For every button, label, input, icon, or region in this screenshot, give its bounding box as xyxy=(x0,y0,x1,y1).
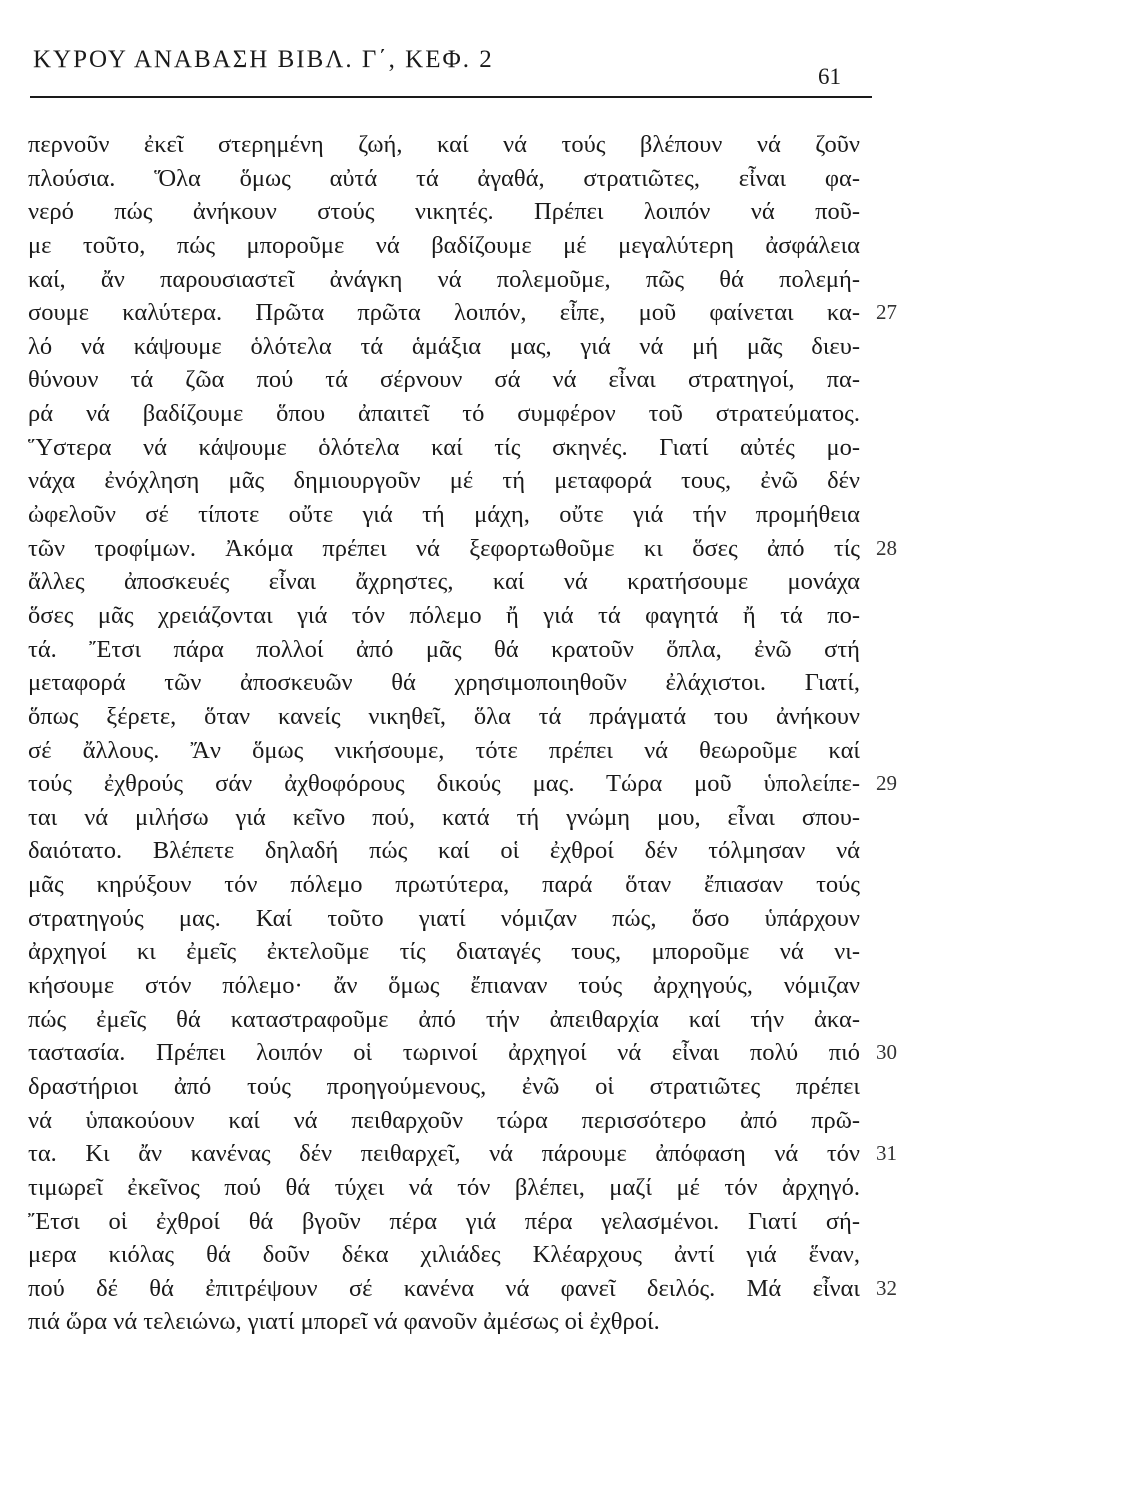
text-line xyxy=(20,734,880,768)
text-line-content: ται νά μιλήσω γιά κεῖνο πού, κατά τή γνώμη μου, εἶναι σπου- xyxy=(28,803,860,831)
text-line-content: λό νά κάψουμε ὁλότελα τά ἁμάξια μας, γιά νά μή μᾶς διευ- xyxy=(28,332,860,360)
text-line-content: τά. Ἔτσι πάρα πολλοί ἀπό μᾶς θά κρατοῦν ὅπλα, ἐνῶ στή xyxy=(28,635,860,663)
text-line-content: νερό πώς ἀνήκουν στούς νικητές. Πρέπει λοιπόν νά ποῦ- xyxy=(28,198,860,226)
text-line xyxy=(20,1070,880,1104)
text-line xyxy=(20,969,880,1003)
text-line-content: ταστασία. Πρέπει λοιπόν οἱ τωρινοί ἀρχηγοί νά εἶναι πολύ πιό xyxy=(28,1039,860,1067)
text-line xyxy=(20,464,880,498)
text-line xyxy=(20,195,880,229)
text-line-content: τα. Κι ἄν κανένας δέν πειθαρχεῖ, νά πάρουμε ἀπόφαση νά τόν xyxy=(28,1140,860,1168)
text-line xyxy=(20,431,880,465)
text-line xyxy=(20,1036,897,1070)
text-line-content: ρά νά βαδίζουμε ὅπου ἀπαιτεῖ τό συμφέρον τοῦ στρατεύματος. xyxy=(28,400,860,428)
text-line-content: με τοῦτο, πώς μποροῦμε νά βαδίζουμε μέ μεγαλύτερη ἀσφάλεια xyxy=(28,231,860,259)
text-line xyxy=(20,935,880,969)
text-line xyxy=(20,1205,880,1239)
body-text xyxy=(20,128,897,1339)
text-line xyxy=(20,229,880,263)
text-line xyxy=(20,1171,880,1205)
text-line-content: θύνουν τά ζῶα πού τά σέρνουν σά νά εἶναι στρατηγοί, πα- xyxy=(28,366,860,394)
text-line xyxy=(20,565,880,599)
text-line-content: νά ὑπακούουν καί νά πειθαρχοῦν τώρα περισσότερο ἀπό πρῶ- xyxy=(28,1106,860,1134)
text-line xyxy=(20,532,897,566)
section-margin-number: 30 xyxy=(876,1040,897,1065)
text-line xyxy=(20,633,880,667)
page-number: 61 xyxy=(818,64,841,89)
text-line xyxy=(20,296,897,330)
text-line xyxy=(20,700,880,734)
section-margin-number: 32 xyxy=(876,1275,897,1300)
text-line-content: πού δέ θά ἐπιτρέψουν σέ κανένα νά φανεῖ δειλός. Μά εἶναι xyxy=(28,1274,860,1302)
text-line xyxy=(20,1238,880,1272)
section-margin-number: 27 xyxy=(876,300,897,325)
section-margin-number: 31 xyxy=(876,1141,897,1166)
text-line xyxy=(20,330,880,364)
text-line-content: περνοῦν ἐκεῖ στερημένη ζωή, καί νά τούς βλέπουν νά ζοῦν xyxy=(28,131,860,158)
text-line-content: νάχα ἐνόχληση μᾶς δημιουργοῦν μέ τή μεταφορά τους, ἐνῶ δέν xyxy=(28,467,860,495)
text-line xyxy=(20,801,880,835)
text-line xyxy=(20,498,880,532)
text-line xyxy=(20,834,880,868)
text-line xyxy=(20,767,897,801)
text-line-content: πλούσια. Ὅλα ὅμως αὐτά τά ἀγαθά, στρατιῶτες, εἶναι φα- xyxy=(28,164,860,192)
text-line-content: ἄλλες ἀποσκευές εἶναι ἄχρηστες, καί νά κρατήσουμε μονάχα xyxy=(28,568,860,596)
text-line-content: δαιότατο. Βλέπετε δηλαδή πώς καί οἱ ἐχθροί δέν τόλμησαν νά xyxy=(28,837,860,865)
text-line-content: τούς ἐχθρούς σάν ἀχθοφόρους δικούς μας. Τώρα μοῦ ὑπολείπε- xyxy=(28,770,860,798)
text-line xyxy=(20,1104,880,1138)
section-margin-number: 29 xyxy=(876,771,897,796)
text-line xyxy=(20,162,880,196)
text-line-content: ἀρχηγοί κι ἐμεῖς ἐκτελοῦμε τίς διαταγές τους, μποροῦμε νά νι- xyxy=(28,938,860,966)
text-line xyxy=(20,1305,880,1339)
text-line xyxy=(20,902,880,936)
text-line xyxy=(20,1003,880,1037)
running-head-title: ΚΥΡΟΥ ΑΝΑΒΑΣΗ ΒΙΒΛ. Γ΄, ΚΕΦ. 2 xyxy=(33,46,494,73)
text-line xyxy=(20,666,880,700)
text-line xyxy=(20,1137,897,1171)
text-line-content: ὅπως ξέρετε, ὅταν κανείς νικηθεῖ, ὅλα τά πράγματά του ἀνήκουν xyxy=(28,702,860,730)
text-line-content: Ὕστερα νά κάψουμε ὁλότελα καί τίς σκηνές. Γιατί αὐτές μο- xyxy=(28,433,860,461)
text-line-content: ὠφελοῦν σέ τίποτε οὔτε γιά τή μάχη, οὔτε γιά τήν προμήθεια xyxy=(28,501,860,529)
text-line-content: τῶν τροφίμων. Ἀκόμα πρέπει νά ξεφορτωθοῦμε κι ὅσες ἀπό τίς xyxy=(28,534,860,562)
text-line xyxy=(20,363,880,397)
text-line-content: πώς ἐμεῖς θά καταστραφοῦμε ἀπό τήν ἀπειθαρχία καί τήν ἀκα- xyxy=(28,1005,860,1033)
text-line-content: μεταφορά τῶν ἀποσκευῶν θά χρησιμοποιηθοῦν ἐλάχιστοι. Γιατί, xyxy=(28,669,860,697)
text-line-content: πιά ὥρα νά τελειώνω, γιατί μπορεῖ νά φανοῦν ἀμέσως οἱ ἐχθροί. xyxy=(28,1308,660,1336)
text-line xyxy=(20,599,880,633)
text-line-content: Ἔτσι οἱ ἐχθροί θά βγοῦν πέρα γιά πέρα γελασμένοι. Γιατί σή- xyxy=(28,1207,860,1235)
text-line-content: σέ ἄλλους. Ἄν ὅμως νικήσουμε, τότε πρέπει νά θεωροῦμε καί xyxy=(28,736,860,764)
text-line-content: καί, ἄν παρουσιαστεῖ ἀνάγκη νά πολεμοῦμε, πῶς θά πολεμή- xyxy=(28,265,860,293)
text-line-content: ὅσες μᾶς χρειάζονται γιά τόν πόλεμο ἤ γιά τά φαγητά ἤ τά πο- xyxy=(28,601,860,629)
text-line-content: κήσουμε στόν πόλεμο· ἄν ὅμως ἔπιαναν τούς ἀρχηγούς, νόμιζαν xyxy=(28,972,860,1000)
text-line-content: τιμωρεῖ ἐκεῖνος πού θά τύχει νά τόν βλέπει, μαζί μέ τόν ἀρχηγό. xyxy=(28,1173,860,1201)
section-margin-number: 28 xyxy=(876,535,897,560)
text-line xyxy=(20,263,880,297)
text-line xyxy=(20,128,880,162)
text-line xyxy=(20,868,880,902)
text-line-content: μερα κιόλας θά δοῦν δέκα χιλιάδες Κλέαρχους ἀντί γιά ἕναν, xyxy=(28,1241,860,1269)
text-line-content: μᾶς κηρύξουν τόν πόλεμο πρωτύτερα, παρά ὅταν ἔπιασαν τούς xyxy=(28,871,860,899)
text-line xyxy=(20,1272,897,1306)
text-line-content: σουμε καλύτερα. Πρῶτα πρῶτα λοιπόν, εἶπε, μοῦ φαίνεται κα- xyxy=(28,299,860,327)
header-rule xyxy=(30,96,872,98)
text-line-content: στρατηγούς μας. Καί τοῦτο γιατί νόμιζαν πώς, ὅσο ὑπάρχουν xyxy=(28,904,860,932)
text-line-content: δραστήριοι ἀπό τούς προηγούμενους, ἐνῶ οἱ στρατιῶτες πρέπει xyxy=(28,1072,860,1100)
text-line xyxy=(20,397,880,431)
